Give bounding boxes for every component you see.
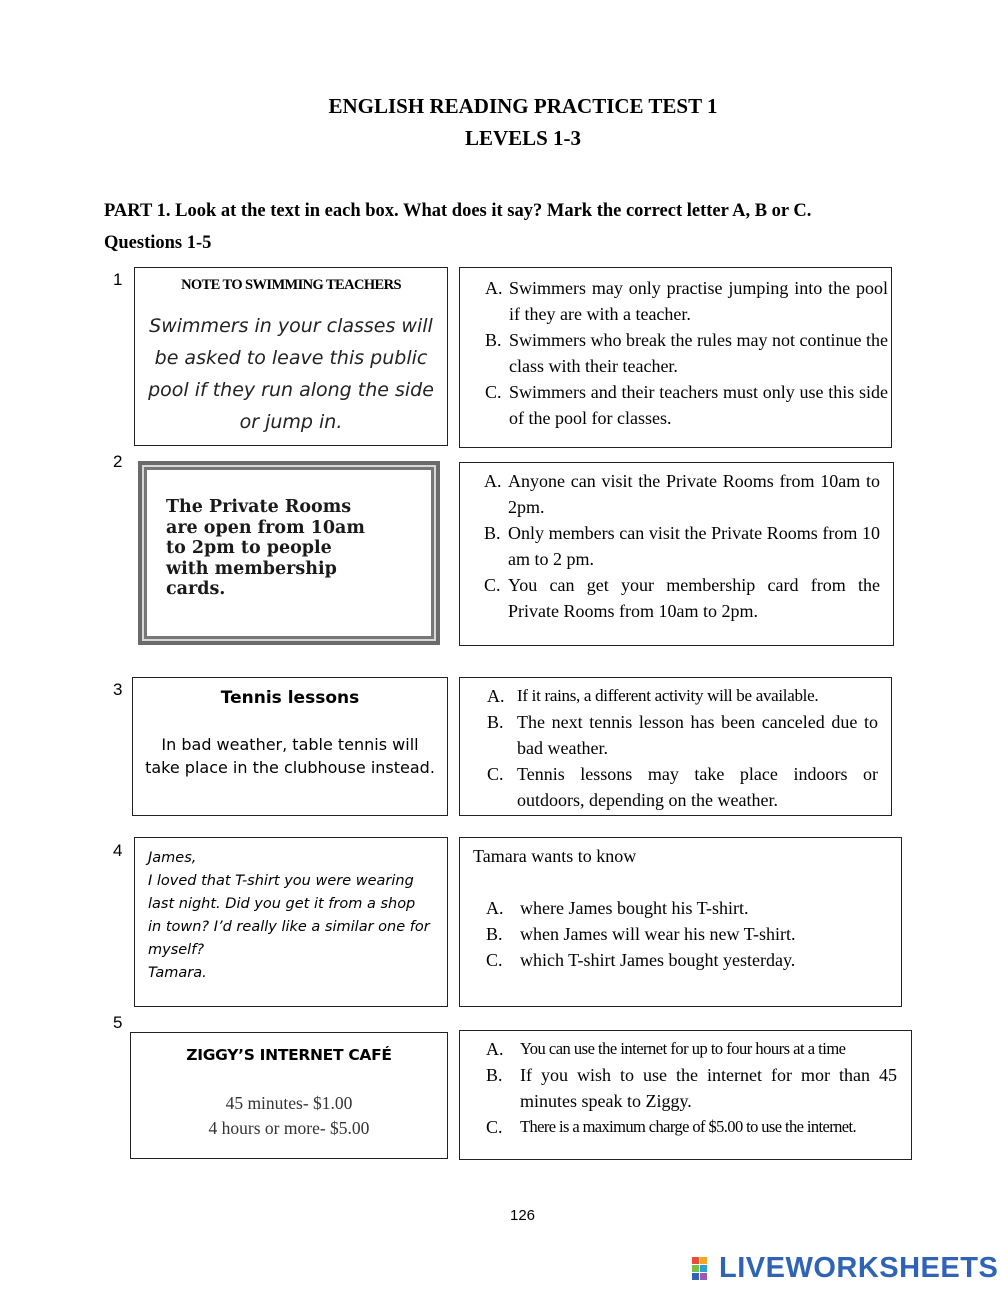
sign-box-note: [134, 837, 448, 1007]
option-b[interactable]: B. when James will wear his new T-shirt.: [486, 924, 796, 944]
options-box: [459, 267, 892, 448]
sign-heading: ZIGGY’S INTERNET CAFÉ: [186, 1046, 392, 1064]
sign-heading: Tennis lessons: [220, 688, 360, 708]
question-number: 5: [113, 1013, 123, 1032]
option-c[interactable]: C. You can get your membership card from the Private Rooms from 10am to 2pm.: [484, 575, 880, 621]
sign-box-cafe: [130, 1032, 448, 1159]
option-c[interactable]: C. Tennis lessons may take place indoors or outdoors, depending on the weather.: [487, 764, 878, 810]
note-text: James, I loved that T-shirt you were wearing last night. Did you get it from a shop in town? I’d really like a similar one for myself? Tamara.: [148, 850, 430, 981]
option-a[interactable]: A. Anyone can visit the Private Rooms from 10am to 2pm.: [484, 471, 880, 517]
option-a[interactable]: A. Swimmers may only practise jumping into the pool if they are with a teacher.: [485, 278, 888, 324]
option-c[interactable]: C. There is a maximum charge of $5.00 to use the internet.: [486, 1117, 857, 1137]
option-b[interactable]: B. The next tennis lesson has been canceled due to bad weather.: [487, 712, 878, 758]
page-subtitle: LEVELS 1-3: [464, 126, 582, 150]
sign-box-tennis: [132, 677, 448, 816]
page-title: ENGLISH READING PRACTICE TEST 1: [328, 94, 718, 118]
sign-text: In bad weather, table tennis will take place in the clubhouse instead.: [145, 735, 435, 777]
sign-text: Swimmers in your classes will be asked to leave this public pool if they run along the side or jump in.: [148, 315, 434, 433]
option-c[interactable]: C. which T-shirt James bought yesterday.: [486, 950, 796, 970]
option-a[interactable]: A. If it rains, a different activity will be available.: [487, 686, 819, 706]
option-c[interactable]: C. Swimmers and their teachers must only use this side of the pool for classes.: [485, 382, 888, 428]
questions-label: Questions 1-5: [104, 233, 212, 253]
options-box: [459, 677, 892, 816]
option-b[interactable]: B. Swimmers who break the rules may not continue the class with their teacher.: [485, 330, 888, 376]
page-number: 126: [510, 1207, 536, 1224]
part-instruction: PART 1. Look at the text in each box. What does it say? Mark the correct letter A, B or C.: [104, 201, 812, 221]
question-number: 3: [113, 680, 123, 699]
brand-name[interactable]: LIVEWORKSHEETS: [719, 1252, 999, 1284]
sign-heading: NOTE TO SWIMMING TEACHERS: [181, 277, 401, 293]
sign-box-private-rooms: [138, 461, 440, 645]
brand-logo-icon: [692, 1257, 716, 1281]
option-b[interactable]: B. If you wish to use the internet for mor than 45 minutes speak to Ziggy.: [486, 1065, 897, 1111]
option-a[interactable]: A. where James bought his T-shirt.: [486, 898, 749, 918]
sign-text: The Private Rooms are open from 10am to 2pm to people with membership cards.: [166, 497, 365, 599]
options-box: [459, 837, 902, 1007]
question-number: 1: [113, 270, 123, 289]
options-box: [459, 1030, 912, 1160]
sign-box-swimming: [134, 267, 448, 446]
sign-text: 45 minutes- $1.00 4 hours or more- $5.00: [208, 1093, 370, 1138]
options-box: [459, 462, 894, 646]
question-number: 4: [113, 841, 123, 860]
option-a[interactable]: A. You can use the internet for up to four hours at a time: [486, 1039, 846, 1059]
option-b[interactable]: B. Only members can visit the Private Rooms from 10 am to 2 pm.: [484, 523, 880, 569]
question-stem: Tamara wants to know: [473, 846, 637, 866]
question-number: 2: [113, 452, 123, 471]
